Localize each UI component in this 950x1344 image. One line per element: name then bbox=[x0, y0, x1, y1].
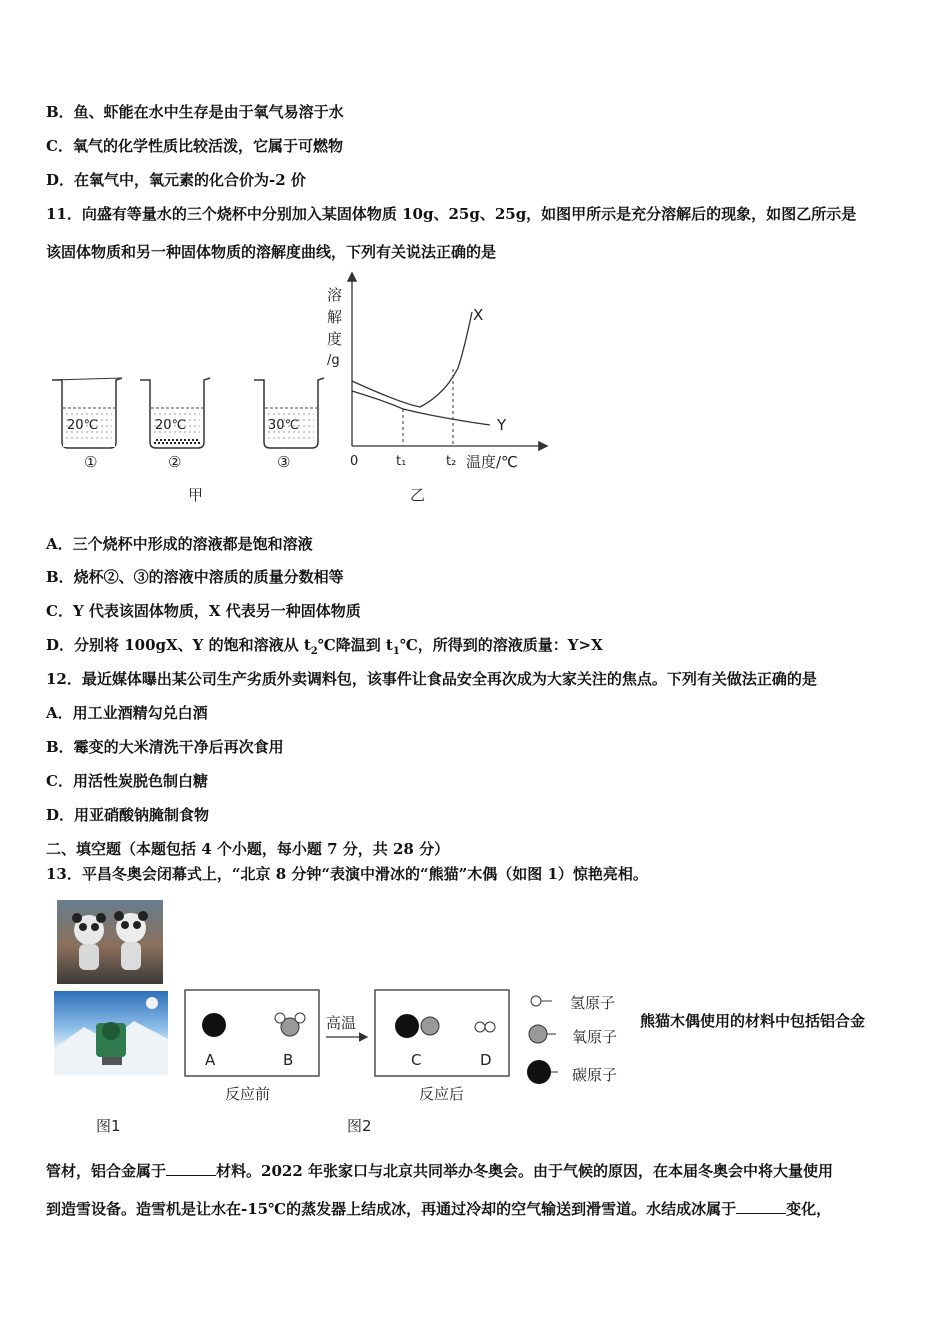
q12-option-a: A．用工业酒精勾兑白酒 bbox=[46, 704, 208, 722]
beaker-1 bbox=[52, 378, 122, 448]
q12-option-b: B．霉变的大米清洗干净后再次食用 bbox=[46, 738, 284, 756]
beaker-3-temp: 30℃ bbox=[268, 418, 300, 433]
beaker-2-temp: 20℃ bbox=[155, 418, 187, 433]
q12-stem: 12．最近媒体曝出某公司生产劣质外卖调料包，该事件让食品安全再次成为大家关注的焦点。下列有关做法正确的是 bbox=[46, 670, 817, 688]
molecule-c-carbon bbox=[395, 1014, 419, 1038]
reaction-condition: 高温 bbox=[326, 1014, 357, 1032]
figure-jia-caption: 甲 bbox=[188, 486, 204, 504]
chart-origin: 0 bbox=[350, 454, 359, 469]
beaker-1-number: ① bbox=[84, 453, 98, 471]
molecule-b-hydrogen-1 bbox=[275, 1013, 285, 1023]
molecule-b-label: B bbox=[283, 1051, 294, 1069]
q13-stem: 13．平昌冬奥会闭幕式上，“北京 8 分钟“表演中滑冰的“熊猫”木偶（如图 1）惊艳亮相。 bbox=[46, 865, 648, 883]
q12-option-d: D．用亚硝酸钠腌制食物 bbox=[46, 806, 210, 824]
q11-option-b: B．烧杯②、③的溶液中溶质的质量分数相等 bbox=[46, 568, 344, 586]
q12-option-c: C．用活性炭脱色制白糖 bbox=[46, 772, 208, 790]
q11-option-a: A．三个烧杯中形成的溶液都是饱和溶液 bbox=[46, 535, 313, 553]
molecule-c-oxygen bbox=[421, 1017, 439, 1035]
after-reaction-label: 反应后 bbox=[419, 1085, 465, 1103]
chart-t1: t₁ bbox=[396, 454, 407, 469]
q11-option-c: C．Y 代表该固体物质，X 代表另一种固体物质 bbox=[46, 602, 361, 620]
chart-t2: t₂ bbox=[446, 454, 457, 469]
curve-y bbox=[352, 391, 490, 425]
before-reaction-label: 反应前 bbox=[225, 1085, 271, 1103]
panda-puppet-photo bbox=[57, 900, 163, 984]
q11-stem-line1: 11．向盛有等量水的三个烧杯中分别加入某固体物质 10g、25g、25g，如图甲所示是充分溶解后的现象，如图乙所示是 bbox=[46, 205, 857, 223]
molecule-c-label: C bbox=[411, 1051, 422, 1069]
beaker-2-number: ② bbox=[168, 453, 182, 471]
section-2-heading: 二、填空题（本题包括 4 个小题，每小题 7 分，共 28 分） bbox=[46, 840, 450, 858]
legend-carbon-icon bbox=[527, 1060, 551, 1084]
q11-stem-line2: 该固体物质和另一种固体物质的溶解度曲线，下列有关说法正确的是 bbox=[46, 243, 497, 261]
legend-oxygen-icon bbox=[529, 1025, 547, 1043]
legend-hydrogen-label: 氢原子 bbox=[570, 994, 616, 1012]
beaker-3 bbox=[254, 378, 324, 448]
curve-x bbox=[352, 312, 472, 407]
molecule-d-label: D bbox=[480, 1051, 492, 1069]
answer-blank-1[interactable] bbox=[166, 1161, 216, 1176]
molecule-a-label: A bbox=[205, 1051, 216, 1069]
molecule-a-carbon bbox=[202, 1013, 226, 1037]
answer-blank-2[interactable] bbox=[736, 1199, 786, 1214]
figure-yi-caption: 乙 bbox=[410, 486, 426, 504]
legend-hydrogen-icon bbox=[531, 996, 541, 1006]
molecule-b-hydrogen-2 bbox=[295, 1013, 305, 1023]
q10-option-c: C．氧气的化学性质比较活泼，它属于可燃物 bbox=[46, 137, 343, 155]
molecule-d-hydrogen-2 bbox=[485, 1022, 495, 1032]
beaker-2 bbox=[140, 378, 210, 448]
legend-carbon-label: 碳原子 bbox=[572, 1066, 618, 1084]
reaction-diagram bbox=[180, 985, 630, 1085]
q13-side-text: 熊猫木偶使用的材料中包括铝合金 bbox=[640, 1012, 866, 1030]
figure-1-caption: 图1 bbox=[96, 1117, 121, 1135]
q10-option-b: B．鱼、虾能在水中生存是由于氧气易溶于水 bbox=[46, 103, 344, 121]
curve-x-label: X bbox=[473, 306, 484, 324]
chart-ylabel: 溶 解 度 /g bbox=[327, 286, 343, 368]
solubility-chart bbox=[340, 270, 560, 460]
q13-paragraph-line2: 到造雪设备。造雪机是让水在-15℃的蒸发器上结成冰，再通过冷却的空气输送到滑雪道。水结成冰属于 变化， bbox=[46, 1200, 832, 1218]
curve-y-label: Y bbox=[497, 416, 507, 434]
q11-option-d: D．分别将 100gX、Y 的饱和溶液从 $t_2℃$降温到 $t_1℃$，所得到的溶液质量：Y>X bbox=[46, 636, 603, 657]
chart-xlabel: 温度/℃ bbox=[466, 453, 518, 471]
molecule-d-hydrogen-1 bbox=[475, 1022, 485, 1032]
beaker-3-number: ③ bbox=[277, 453, 291, 471]
figure-2-caption: 图2 bbox=[347, 1117, 372, 1135]
beaker-1-temp: 20℃ bbox=[67, 418, 99, 433]
legend-oxygen-label: 氧原子 bbox=[572, 1028, 618, 1046]
q13-paragraph-line1: 管材，铝合金属于 材料。2022 年张家口与北京共同举办冬奥会。由于气候的原因，在本届冬奥会中将大量使用 bbox=[46, 1162, 833, 1180]
q10-option-d: D．在氧气中，氧元素的化合价为-2 价 bbox=[46, 171, 306, 189]
snow-machine-photo bbox=[54, 991, 168, 1075]
